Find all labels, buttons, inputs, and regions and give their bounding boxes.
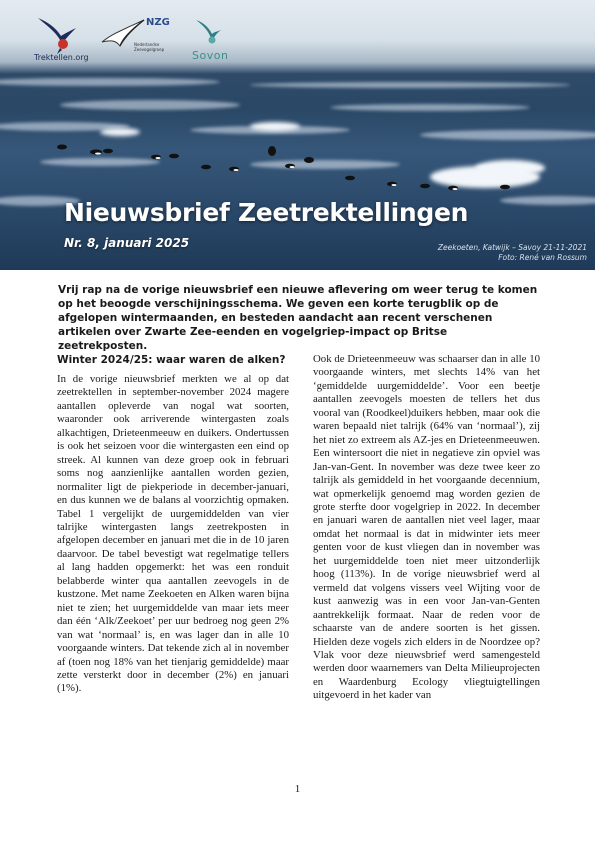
page-number: 1 — [294, 783, 301, 795]
sovon-tern-icon — [194, 16, 222, 46]
issue-number: Nr. 8, januari 2025 — [64, 236, 190, 250]
section-heading: Winter 2024/25: waar waren de alken? — [57, 354, 286, 366]
trektellen-swallow-icon — [36, 14, 78, 54]
nzg-subtitle: Nederlandse Zeevogelgroep — [134, 42, 165, 52]
newsletter-title: Nieuwsbrief Zeetrektellingen — [64, 198, 469, 227]
photo-caption-species: Zeekoeten, Katwijk – Savoy 21-11-2021 — [437, 243, 587, 252]
partner-logos — [0, 0, 260, 70]
photo-credit: Foto: René van Rossum — [498, 253, 587, 262]
header-photo — [0, 0, 595, 270]
trektellen-logo-text: Trektellen.org — [34, 53, 89, 62]
article-text-left: In de vorige nieuwsbrief merkten we al op dat zeetrektellen in september-november 2024 magere aantallen opleverde van nogal wat soorten, waaronder ook arriverende wintergasten zoals alkachtigen, Drieteenmeeuw en duikers. Ondertussen is ook het seizoen voor die wintergasten een eind op streek. Al kunnen van deze groep ook in februari soms nog aanzienlijke aantallen worden gezien, normaliter ligt de piekperiode in december-januari, en dus kunnen we de balans al voorzichtig opmaken. Tabel 1 vergelijkt de uurgemiddelden van vier talrijke wintergasten langs zeetrekposten in afgelopen december en januari met die in de 10 jaren daarvoor. De tabel bevestigt wat regelmatige tellers al lang hadden opgemerkt: het was een ronduit belabberde winter qua aantallen zeevogels in de kustzone. Met name Zeekoeten en Alken waren bijna niet te zien; het uurgemiddelde van maar iets meer dan één ‘Alk/Zeekoet’ per uur bedroeg nog geen 2% van wat ‘normaal’ is, en was lager dan in alle 10 voorgaande winters. Dat tekende zich al in november af (toen nog 18% van het tienjarig gemiddelde) maar zette versterkt door in december (2%) en januari (1%). — [57, 373, 289, 695]
sovon-logo-text: Sovon — [192, 49, 229, 62]
photo-caption — [438, 243, 587, 263]
article-column-right — [313, 353, 540, 703]
intro-paragraph: Vrij rap na de vorige nieuwsbrief een nieuwe aflevering om weer terug te komen op het beoogde verschijningsschema. We geven een korte terugblik op de afgelopen wintermaanden, en besteden aandacht aan recent verschenen artikelen over Zwarte Zee-eenden en vogelgriep-impact op Britse zeetrekposten. — [58, 284, 538, 352]
article-column-left — [57, 353, 289, 696]
nzg-logo-text: NZG — [146, 17, 170, 28]
article-text-right: Ook de Drieteenmeeuw was schaarser dan in alle 10 voorgaande winters, met slechts 14% van het ‘gemiddelde uurgemiddelde’. Voor een beetje aantallen zeevogels moesten de tellers het dus vooral van (Roodkeel)duikers hebben, maar ook die waren bepaald niet talrijk (64% van ‘normaal’), zij het niet zo extreem als AZ-jes en Drieteenmeeuwen. Een wintersoort die niet in negatieve zin opviel was Jan-van-Gent. In november was deze twee keer zo talrijk als gemiddeld in het voorgaande decennium, wat opmerkelijk genoemd mag worden gezien de grote sterfte door vogelgriep in 2022. In december en januari waren de aantallen niet veel lager, maar omdat het normaal is dat in midwinter iets meer genten voor de kust vliegen dan in november was het uurgemiddelde toen niet meer uitzonderlijk hoog (113%). In de vorige nieuwsbrief werd al vermeld dat volgens vissers veel Wijting voor de kust aanwezig was in een voor Jan-van-Genten aantrekkelijk formaat. Naar de reden voor de schaarste van de andere soorten is het gissen. Hielden deze vogels zich elders in de Noordzee op? Vlak voor deze nieuwsbrief werd samengesteld werden door waarnemers van Delta Milieuprojecten en Waardenburg Ecology vliegtuigtellingen uitgevoerd in het kader van — [313, 353, 540, 702]
